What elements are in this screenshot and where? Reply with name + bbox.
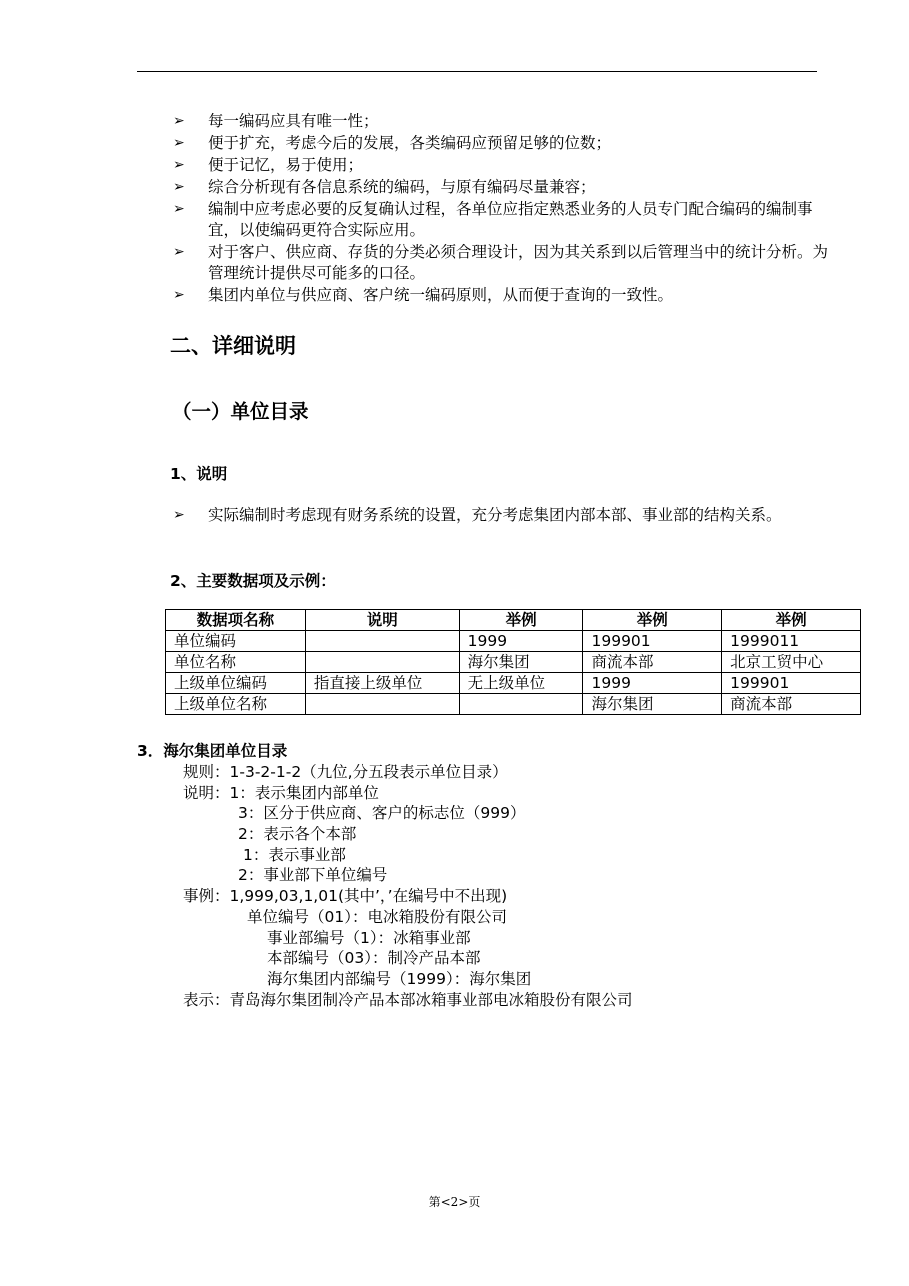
table-cell: 指直接上级单位	[305, 673, 459, 694]
table-cell: 海尔集团	[459, 652, 583, 673]
example-line: 海尔集团内部编号（1999）：海尔集团	[267, 969, 532, 988]
table-row	[166, 694, 861, 715]
summary-line: 表示：青岛海尔集团制冷产品本部冰箱事业部电冰箱股份有限公司	[183, 990, 633, 1009]
data-items-table	[165, 609, 861, 715]
list-item: ➢ 便于扩充，考虑今后的发展，各类编码应预留足够的位数；	[173, 134, 612, 152]
table-cell: 商流本部	[583, 652, 722, 673]
description-list	[173, 505, 833, 527]
page-number: 第<2>页	[428, 1195, 481, 1209]
example-line: 本部编号（03）：制冷产品本部	[267, 949, 481, 968]
section-heading: 二、详细说明	[170, 334, 296, 358]
rule-line: 规则：1-3-2-1-2（九位,分五段表示单位目录）	[183, 763, 508, 781]
list-item: ➢ 集团内单位与供应商、客户统一编码原则，从而便于查询的一致性。	[173, 286, 674, 304]
table-cell: 上级单位编码	[166, 673, 306, 694]
header-rule	[137, 71, 817, 72]
note-line: 3：区分于供应商、客户的标志位（999）	[238, 804, 526, 823]
table-cell	[305, 631, 459, 652]
unit-catalog-section	[137, 741, 633, 1010]
arrow-bullet-icon: ➢	[173, 135, 185, 151]
list-item: ➢ 实际编制时考虑现有财务系统的设置，充分考虑集团内部本部、事业部的结构关系。	[173, 506, 782, 524]
section-title: 3．海尔集团单位目录	[137, 742, 288, 760]
note-line: 1：表示事业部	[243, 845, 346, 864]
list-item: ➢ 综合分析现有各信息系统的编码，与原有编码尽量兼容；	[173, 178, 596, 196]
data-items-heading: 2、主要数据项及示例：	[170, 572, 336, 590]
table-cell: 上级单位名称	[166, 694, 306, 715]
table-cell: 1999	[583, 673, 722, 694]
table-cell: 单位名称	[166, 652, 306, 673]
note-line: 2：表示各个本部	[238, 825, 357, 844]
arrow-bullet-icon: ➢	[173, 157, 185, 173]
list-item: ➢ 每一编码应具有唯一性；	[173, 112, 379, 130]
example-line: 事业部编号（1）：冰箱事业部	[267, 928, 471, 947]
table-header-row	[166, 610, 861, 631]
list-item: ➢ 对于客户、供应商、存货的分类必须合理设计，因为其关系到以后管理当中的统计分析。为管理统计提供尽可能多的口径。	[173, 243, 829, 282]
table-cell: 商流本部	[722, 694, 861, 715]
note-line: 2：事业部下单位编号	[238, 866, 388, 885]
arrow-bullet-icon: ➢	[173, 287, 185, 303]
table-cell: 北京工贸中心	[722, 652, 861, 673]
column-header: 举例	[583, 610, 722, 631]
arrow-bullet-icon: ➢	[173, 201, 185, 217]
table-row	[166, 652, 861, 673]
column-header: 举例	[459, 610, 583, 631]
table-cell	[305, 694, 459, 715]
note-line: 说明：1：表示集团内部单位	[183, 783, 379, 802]
list-item: ➢ 编制中应考虑必要的反复确认过程，各单位应指定熟悉业务的人员专门配合编码的编制事宜，以使编码更符合实际应用。	[173, 200, 813, 239]
column-header: 举例	[722, 610, 861, 631]
table-cell: 海尔集团	[583, 694, 722, 715]
table-cell: 1999011	[722, 631, 861, 652]
table-cell: 单位编码	[166, 631, 306, 652]
example-line: 单位编号（01）：电冰箱股份有限公司	[247, 907, 507, 926]
arrow-bullet-icon: ➢	[173, 179, 185, 195]
subsection-heading: （一）单位目录	[172, 400, 309, 423]
table-cell	[459, 694, 583, 715]
example-line: 事例：1,999,03,1,01(其中’，’在编号中不出现)	[183, 887, 508, 906]
list-item: ➢ 便于记忆，易于使用；	[173, 156, 364, 174]
arrow-bullet-icon: ➢	[173, 244, 185, 260]
table-cell: 无上级单位	[459, 673, 583, 694]
table-row	[166, 631, 861, 652]
column-header: 说明	[305, 610, 459, 631]
table-cell: 199901	[722, 673, 861, 694]
column-header: 数据项名称	[166, 610, 306, 631]
principles-list	[173, 111, 833, 307]
description-heading: 1、说明	[170, 465, 228, 483]
table-cell: 199901	[583, 631, 722, 652]
table-row	[166, 673, 861, 694]
arrow-bullet-icon: ➢	[173, 507, 185, 523]
arrow-bullet-icon: ➢	[173, 113, 185, 129]
table-cell: 1999	[459, 631, 583, 652]
table-cell	[305, 652, 459, 673]
